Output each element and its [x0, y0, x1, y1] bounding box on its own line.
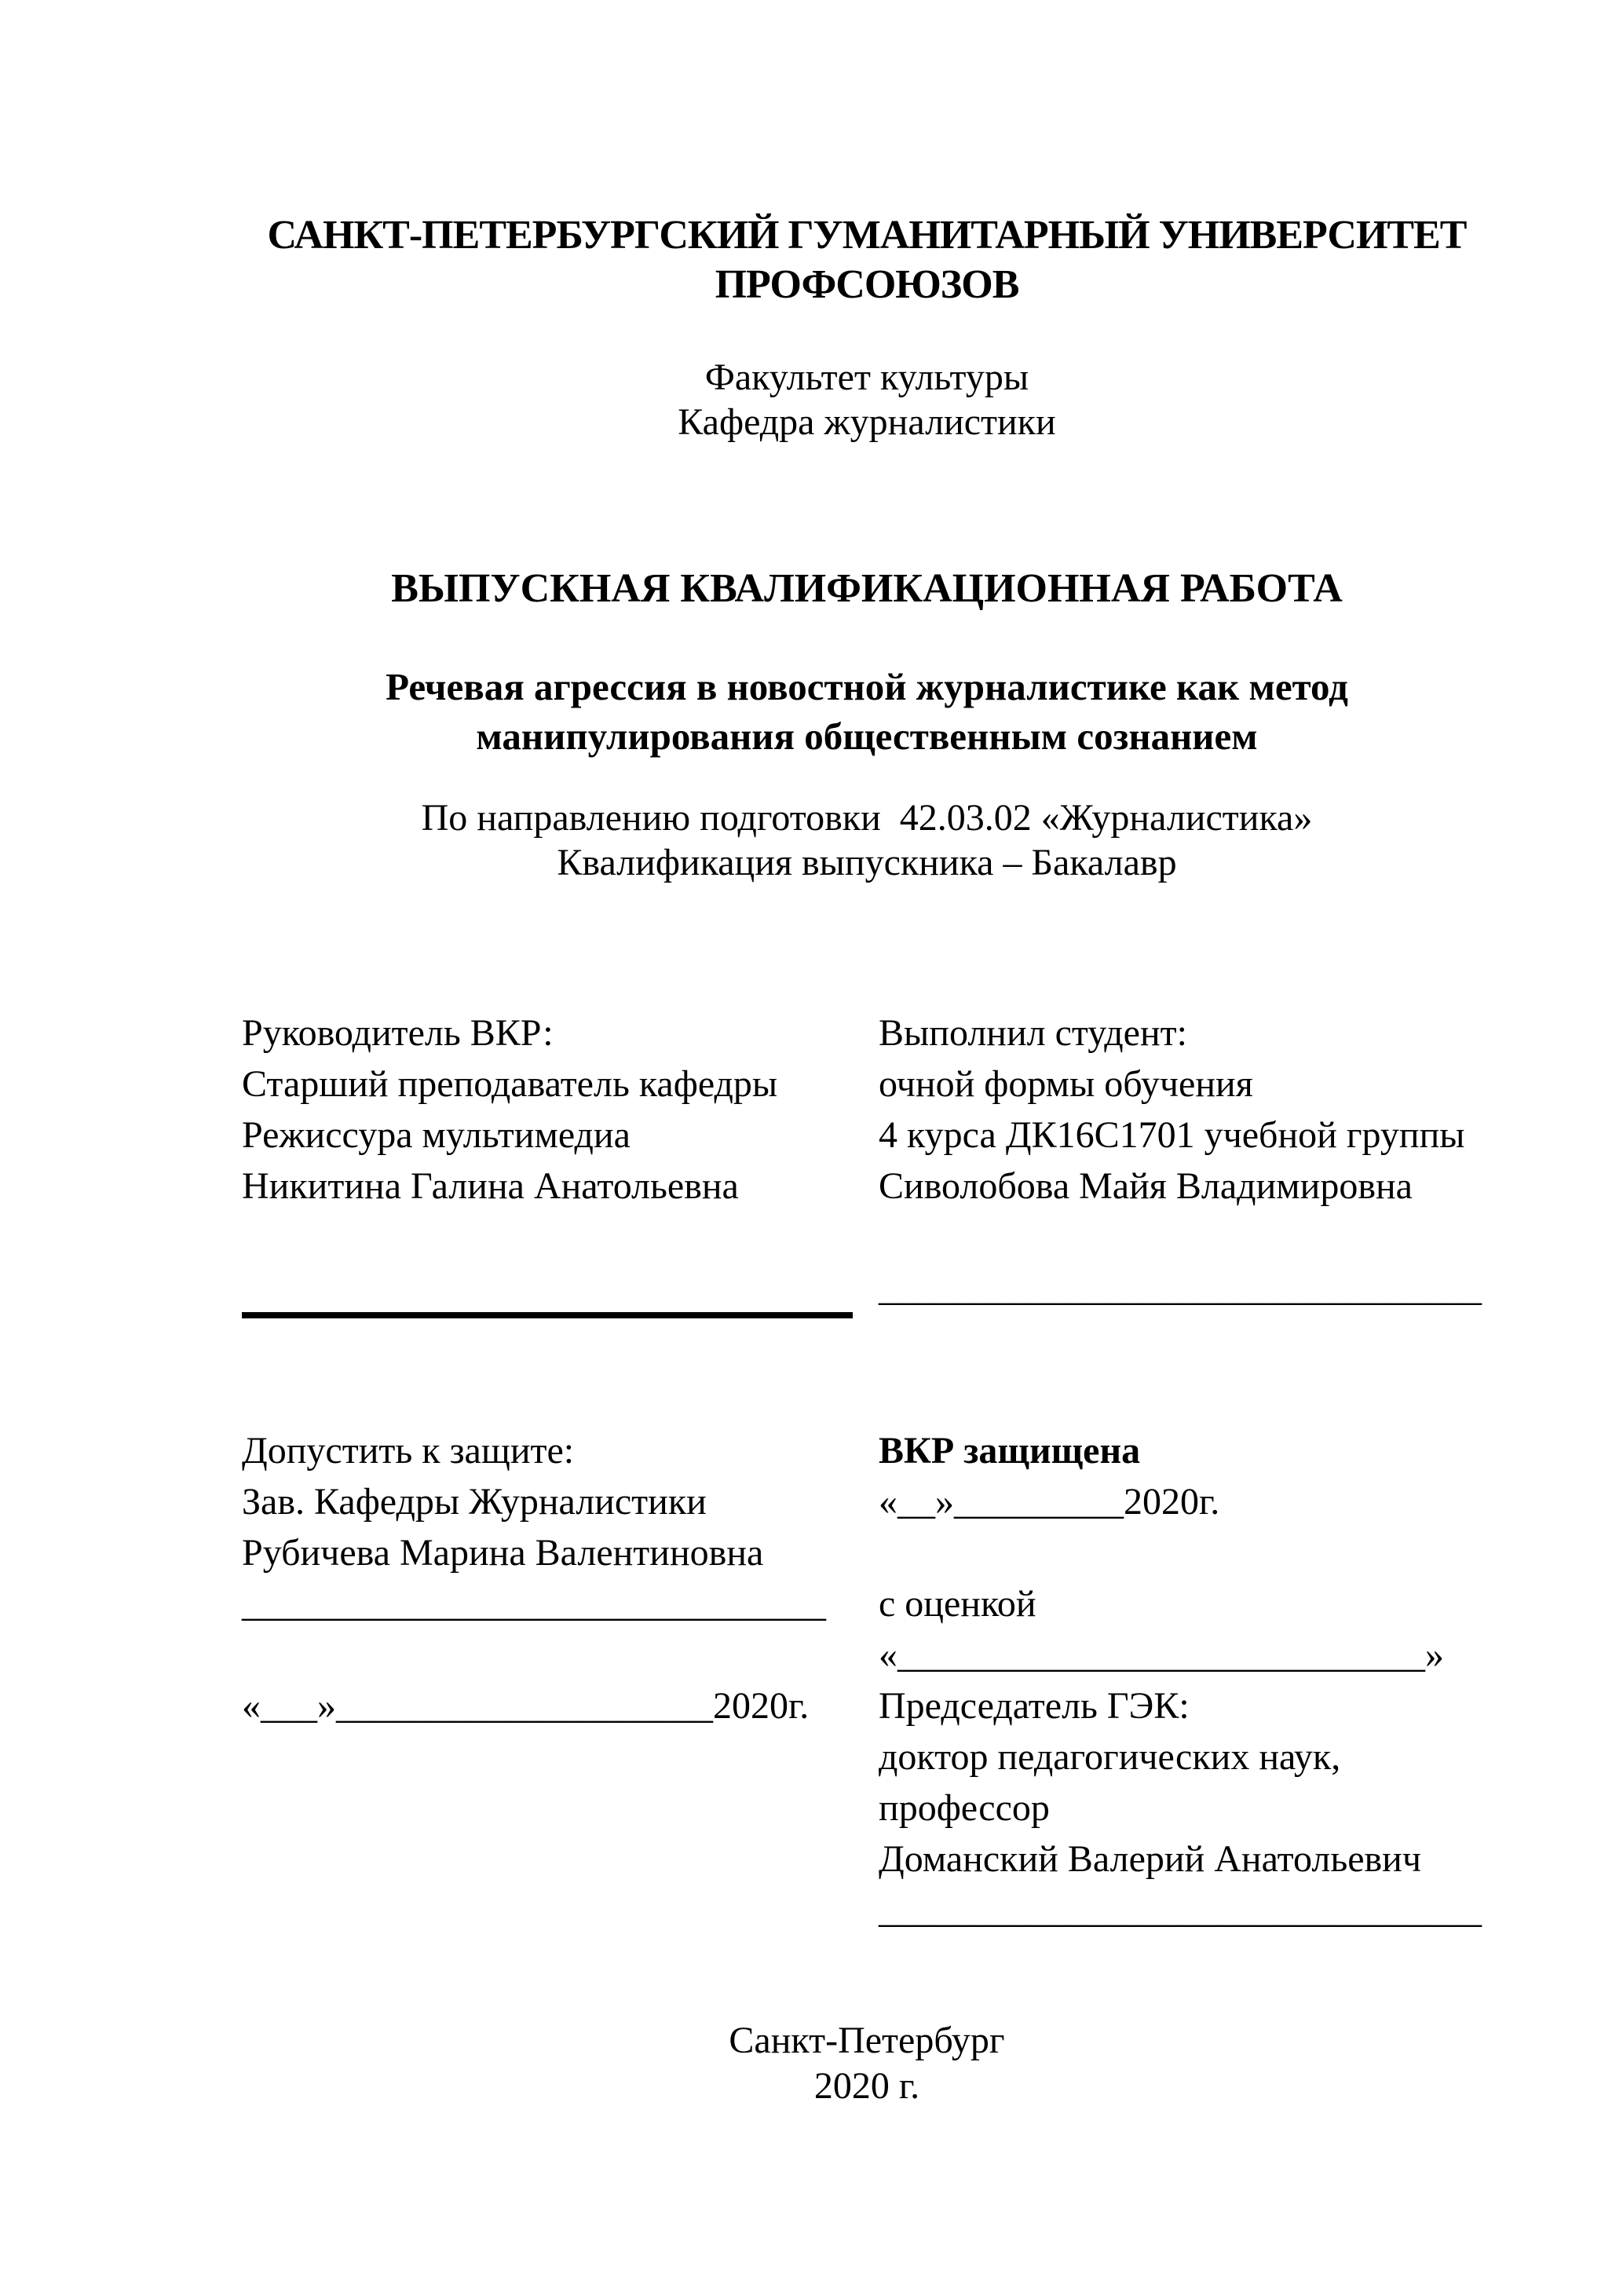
program-block [242, 795, 1492, 885]
blank-row [879, 1527, 1507, 1578]
admission-block [242, 1425, 870, 1731]
footer-block [242, 2018, 1492, 2109]
supervisor-position-line1: Старший преподаватель кафедры [242, 1063, 778, 1105]
university-name-heading [242, 210, 1492, 309]
student-block [879, 1007, 1507, 1212]
program-qualification: Квалификация выпускника – Бакалавр [557, 842, 1177, 883]
admission-signature-line: _______________________________ [242, 1583, 826, 1625]
student-name: Сиволобова Майя Владимировна [879, 1165, 1413, 1207]
thesis-title [242, 662, 1492, 761]
page-content [242, 0, 1492, 2296]
student-label: Выполнил студент: [879, 1012, 1187, 1054]
faculty-department-block [242, 355, 1492, 444]
student-study-form: очной формы обучения [879, 1063, 1253, 1105]
defense-heading: ВКР защищена [879, 1430, 1141, 1472]
department-name: Кафедра журналистики [678, 401, 1056, 443]
chairman-signature-line: ________________________________ [879, 1889, 1482, 1931]
defense-date-line: «__»_________2020г. [879, 1481, 1220, 1523]
footer-year: 2020 г. [813, 2065, 920, 2107]
admission-head-position: Зав. Кафедры Журналистики [242, 1481, 707, 1523]
program-direction: По направлению подготовки 42.03.02 «Журналистика» [421, 797, 1313, 839]
university-name-line1: САНКТ-ПЕТЕРБУРГСКИЙ ГУМАНИТАРНЫЙ УНИВЕРСИТЕТ [267, 213, 1467, 258]
footer-city: Санкт-Петербург [729, 2020, 1005, 2061]
admission-label: Допустить к защите: [242, 1430, 575, 1472]
chairman-label: Председатель ГЭК: [879, 1685, 1190, 1727]
admission-date-line: «___»____________________2020г. [242, 1685, 810, 1727]
university-name-line2: ПРОФСОЮЗОВ [715, 262, 1019, 307]
thesis-title-line2: манипулирования общественным сознанием [476, 715, 1258, 758]
student-signature-line: ________________________________ [879, 1267, 1482, 1309]
defense-block [879, 1425, 1507, 1936]
defense-grade-line: «____________________________» [879, 1634, 1444, 1676]
defense-grade-label: с оценкой [879, 1583, 1036, 1625]
student-group: 4 курса ДК16С1701 учебной группы [879, 1114, 1465, 1156]
faculty-name: Факультет культуры [704, 356, 1029, 398]
chairman-name: Доманский Валерий Анатольевич [879, 1838, 1422, 1880]
blank-row [242, 1629, 870, 1680]
thesis-title-line1: Речевая агрессия в новостной журналистике как метод [386, 665, 1348, 708]
supervisor-label: Руководитель ВКР: [242, 1012, 554, 1054]
supervisor-name: Никитина Галина Анатольевна [242, 1165, 739, 1207]
chairman-rank: профессор [879, 1787, 1050, 1829]
supervisor-signature-rule [242, 1312, 853, 1318]
supervisor-position-line2: Режиссура мультимедиа [242, 1114, 631, 1156]
chairman-degree: доктор педагогических наук, [879, 1736, 1341, 1778]
admission-head-name: Рубичева Марина Валентиновна [242, 1532, 764, 1574]
work-type-heading: ВЫПУСКНАЯ КВАЛИФИКАЦИОННАЯ РАБОТА [391, 566, 1343, 611]
supervisor-block [242, 1007, 870, 1212]
